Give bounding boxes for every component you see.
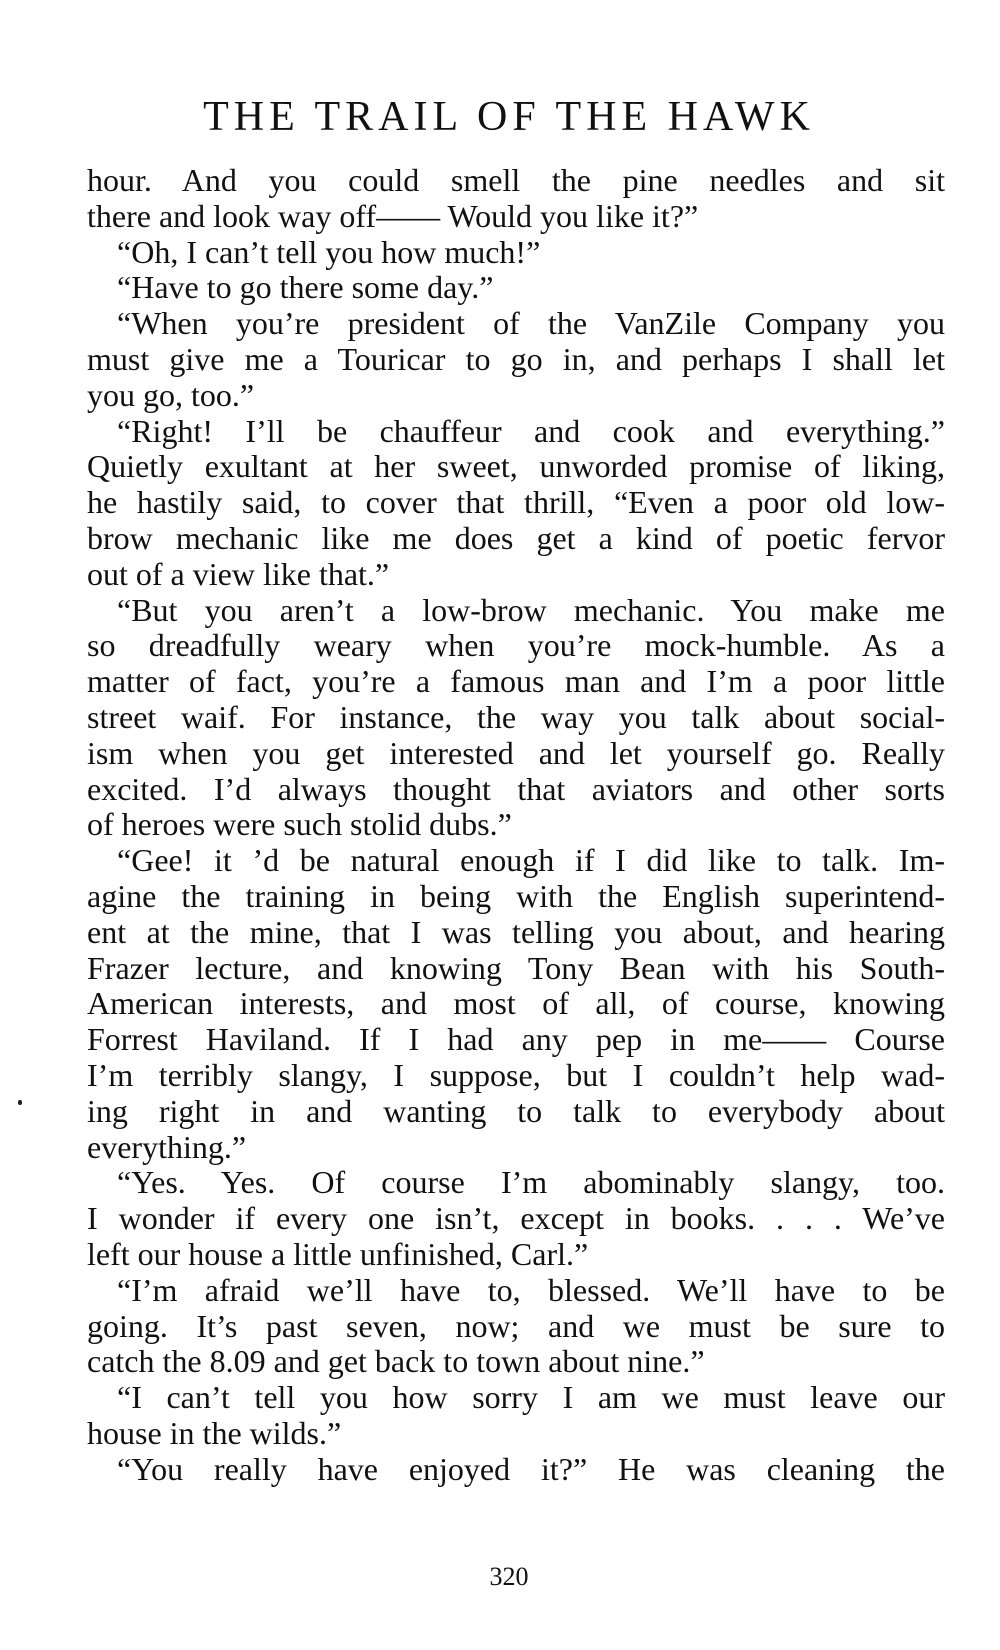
text-line: going. It’s past seven, now; and we must be sure to	[87, 1307, 945, 1344]
text-line: brow mechanic like me does get a kind of poetic fervor	[87, 519, 945, 556]
text-line: Frazer lecture, and knowing Tony Bean with his South-	[87, 949, 945, 986]
text-line: everything.”	[87, 1128, 247, 1165]
text-line: house in the wilds.”	[87, 1414, 342, 1451]
text-line: ing right in and wanting to talk to everybody about	[87, 1092, 945, 1129]
text-line: Forrest Haviland. If I had any pep in me—— Course	[87, 1021, 945, 1058]
text-line: “Oh, I can’t tell you how much!”	[117, 233, 541, 270]
text-line: there and look way off—— Would you like it?”	[87, 197, 699, 234]
text-line: “Gee! it ’d be natural enough if I did like to talk. Im-	[117, 842, 945, 879]
text-line: American interests, and most of all, of course, knowing	[87, 985, 945, 1022]
text-line: must give me a Touricar to go in, and perhaps I shall let	[87, 340, 945, 377]
text-line: matter of fact, you’re a famous man and I’m a poor little	[87, 663, 945, 700]
text-line: “Right! I’ll be chauffeur and cook and everything.”	[117, 412, 945, 449]
text-line: agine the training in being with the English superintend-	[87, 877, 945, 914]
running-head: THE TRAIL OF THE HAWK	[203, 94, 815, 140]
text-line: I’m terribly slangy, I suppose, but I couldn’t help wad-	[87, 1056, 945, 1093]
text-line: “You really have enjoyed it?” He was cleaning the	[117, 1450, 945, 1487]
text-line: “When you’re president of the VanZile Company you	[117, 305, 945, 342]
text-line: out of a view like that.”	[87, 555, 390, 592]
text-line: excited. I’d always thought that aviators and other sorts	[87, 770, 945, 807]
text-line: you go, too.”	[87, 376, 255, 413]
text-line: “Have to go there some day.”	[117, 269, 494, 306]
text-line: Quietly exultant at her sweet, unworded promise of liking,	[87, 448, 945, 485]
text-line: catch the 8.09 and get back to town about nine.”	[87, 1343, 705, 1380]
text-line: ism when you get interested and let yourself go. Really	[87, 734, 945, 771]
text-line: ent at the mine, that I was telling you about, and hearing	[87, 913, 945, 950]
page-number: 320	[489, 1562, 529, 1591]
text-line: “Yes. Yes. Of course I’m abominably slangy, too.	[117, 1164, 945, 1201]
margin-speck	[18, 1100, 22, 1105]
body-text	[87, 163, 945, 1487]
text-line: “But you aren’t a low-brow mechanic. You make me	[117, 591, 945, 628]
text-line: “I’m afraid we’ll have to, blessed. We’ll have to be	[117, 1271, 945, 1308]
text-line: street waif. For instance, the way you talk about social-	[87, 698, 945, 735]
text-line: of heroes were such stolid dubs.”	[87, 806, 512, 843]
text-line: I wonder if every one isn’t, except in books. . . . We’ve	[87, 1200, 945, 1237]
text-line: left our house a little unfinished, Carl.”	[87, 1235, 589, 1272]
text-line: so dreadfully weary when you’re mock-humble. As a	[87, 627, 945, 664]
text-line: hour. And you could smell the pine needles and sit	[87, 162, 945, 198]
text-line: “I can’t tell you how sorry I am we must leave our	[117, 1379, 945, 1416]
text-line: he hastily said, to cover that thrill, “Even a poor old low-	[87, 484, 945, 521]
